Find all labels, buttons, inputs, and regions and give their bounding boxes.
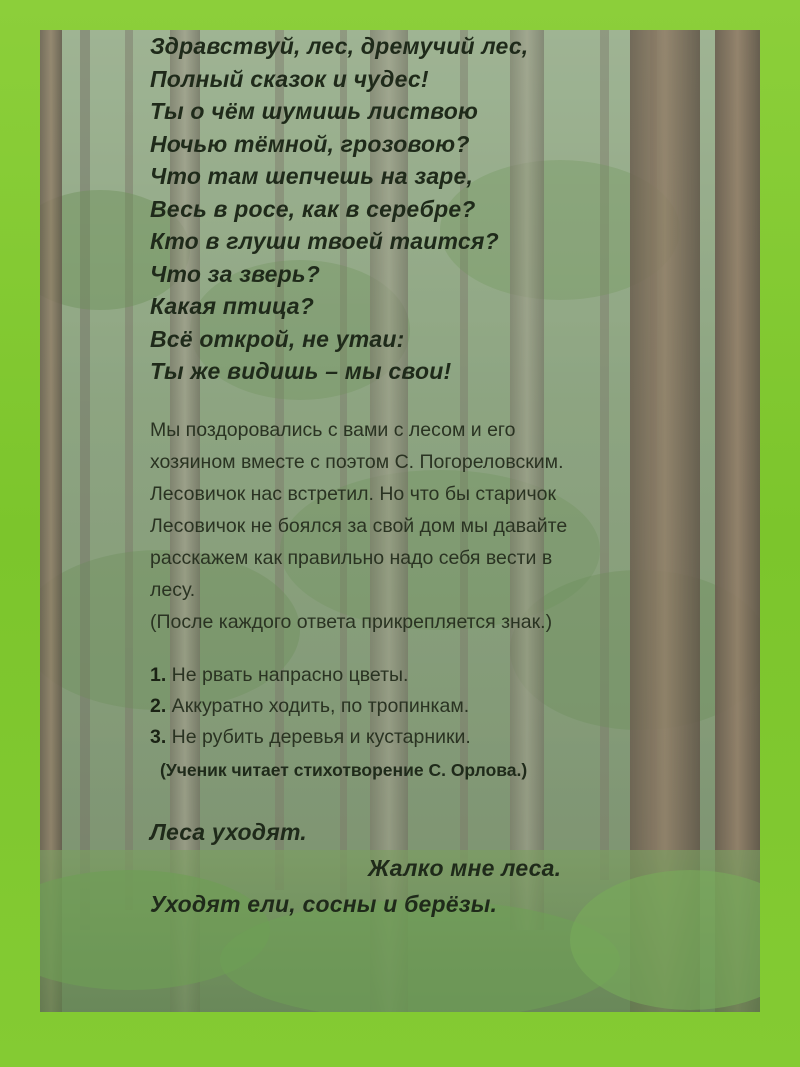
narrative-paragraph bbox=[150, 414, 750, 638]
rule-text: Аккуратно ходить, по тропинкам. bbox=[166, 694, 470, 717]
poem-line: Уходят ели, сосны и берёзы. bbox=[150, 890, 498, 917]
poem-line: Кто в глуши твоей таится? bbox=[150, 228, 499, 254]
poem-line: Леса уходят. bbox=[150, 818, 307, 845]
poem-line: Что там шепчешь на заре, bbox=[150, 163, 474, 189]
poem-line: Здравствуй, лес, дремучий лес, bbox=[150, 33, 529, 59]
forest-rules-list bbox=[150, 660, 750, 786]
slide-text bbox=[150, 30, 750, 922]
rule-text: Не рубить деревья и кустарники. bbox=[166, 725, 471, 748]
prose-line: расскажем как правильно надо себя вести в bbox=[150, 546, 553, 569]
rule-number: 2. bbox=[150, 694, 167, 717]
poem-line: Полный сказок и чудес! bbox=[150, 65, 429, 92]
poem-line: Ночью тёмной, грозовою? bbox=[150, 130, 470, 157]
poem-greeting bbox=[150, 30, 750, 388]
prose-line: (После каждого ответа прикрепляется знак.) bbox=[150, 610, 553, 633]
prose-line: Мы поздоровались с вами с лесом и его bbox=[150, 418, 516, 441]
prose-line: хозяином вместе с поэтом С. Погореловским. bbox=[150, 450, 564, 473]
rule-item bbox=[150, 660, 750, 691]
reading-note: (Ученик читает стихотворение С. Орлова.) bbox=[160, 759, 528, 780]
rule-text: Не рвать напрасно цветы. bbox=[166, 663, 409, 686]
poem-line: Жалко мне леса. bbox=[368, 854, 562, 881]
rule-item bbox=[150, 722, 750, 753]
poem-line: Что за зверь? bbox=[150, 260, 320, 287]
poem-line: Всё открой, не утаи: bbox=[150, 325, 405, 352]
poem-forests-leaving bbox=[150, 814, 750, 922]
slide-frame bbox=[40, 30, 760, 1012]
poem-line: Ты о чём шумишь листвою bbox=[150, 98, 479, 124]
prose-line: Лесовичок не боялся за свой дом мы давайте bbox=[150, 514, 568, 537]
poem-line: Весь в росе, как в серебре? bbox=[150, 195, 476, 222]
prose-line: Лесовичок нас встретил. Но что бы старичок bbox=[150, 482, 557, 505]
rule-number: 1. bbox=[150, 663, 167, 686]
poem-line: Какая птица? bbox=[150, 293, 314, 319]
rule-item bbox=[150, 691, 750, 722]
prose-line: лесу. bbox=[150, 578, 196, 601]
poem-line: Ты же видишь – мы свои! bbox=[150, 358, 452, 384]
rule-number: 3. bbox=[150, 725, 167, 748]
